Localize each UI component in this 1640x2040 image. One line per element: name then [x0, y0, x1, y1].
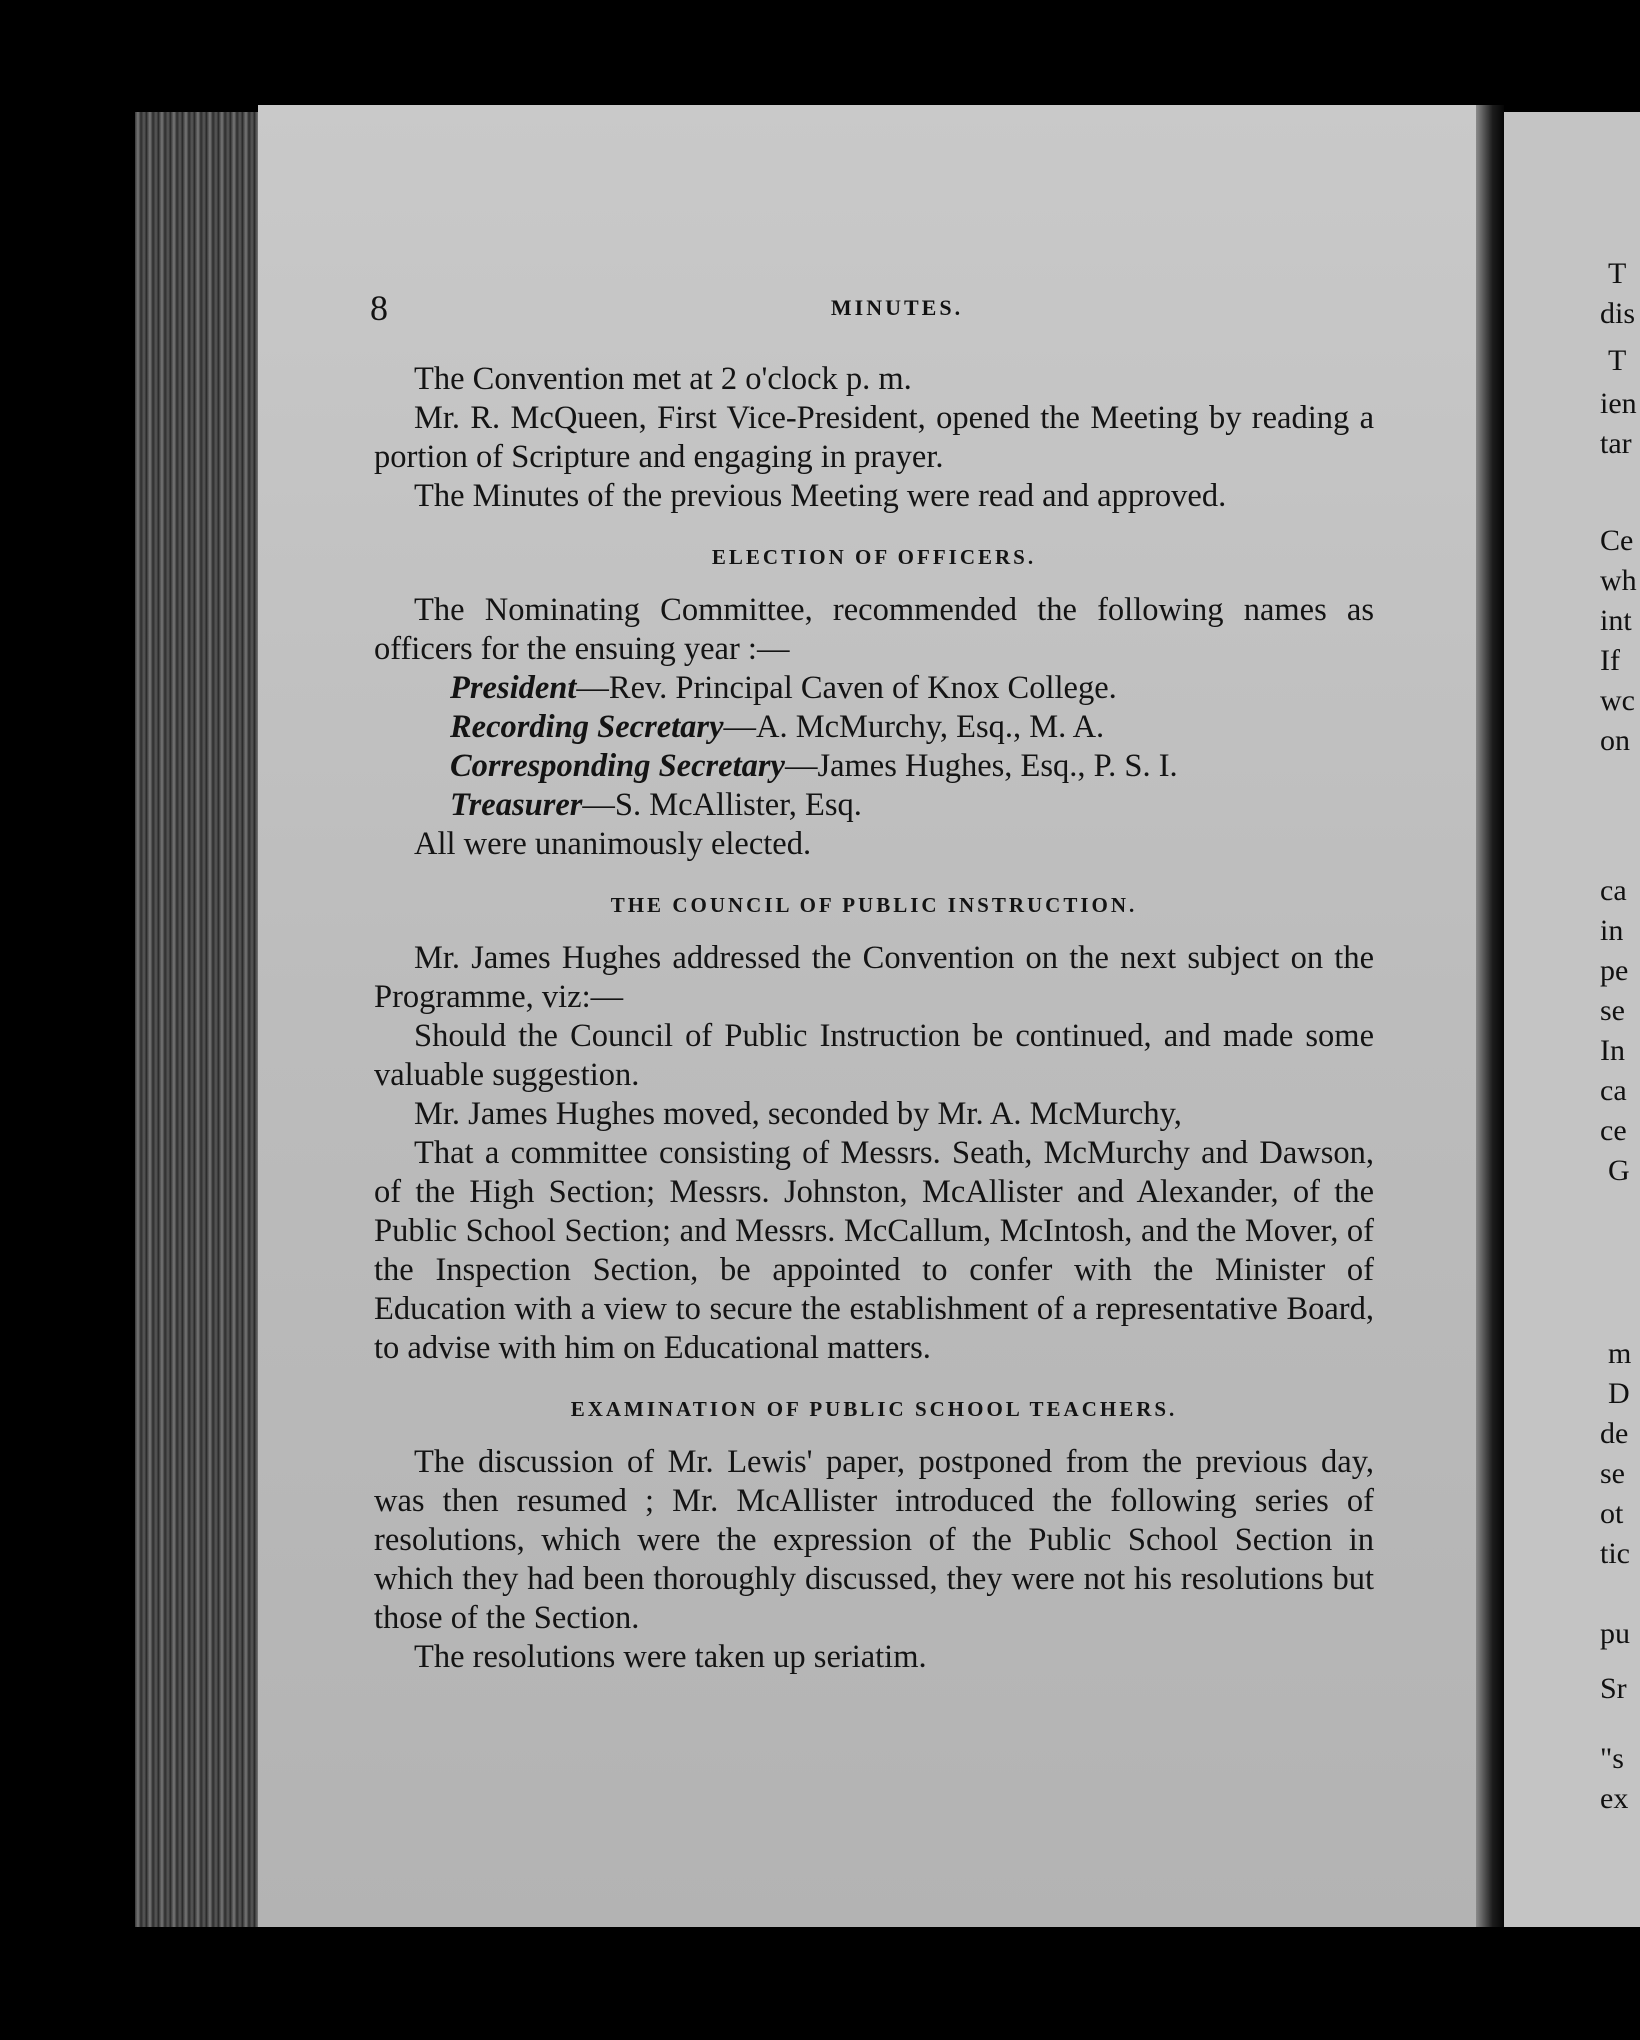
section-heading: EXAMINATION OF PUBLIC SCHOOL TEACHERS.	[570, 1397, 1178, 1421]
paragraph: The resolutions were taken up seriatim.	[414, 1639, 927, 1675]
facing-page-fragment: D	[1608, 1377, 1630, 1410]
facing-page-fragment: dis	[1600, 297, 1636, 330]
section-heading: ELECTION OF OFFICERS.	[711, 545, 1037, 569]
officer-name: —S. McAllister, Esq.	[582, 787, 862, 823]
facing-page-fragment: wh	[1600, 564, 1637, 597]
officer-role: Treasurer	[450, 787, 583, 823]
officer-role: President	[450, 670, 577, 706]
officer-line	[374, 786, 1374, 825]
facing-page	[1504, 112, 1640, 1927]
paragraph: That a committee consisting of Messrs. Seath, McMurchy and Dawson, of the High Section; Messrs. Johnston, McAllister and Alexander, of the Public School Section; and Messrs. McCallum, McIntosh, and the Mover, of the Inspection Section, be appointed to confer with the Minister of Education with a view to secure the establishment of a representative Board, to advise with him on Educational matters.	[374, 1135, 1374, 1366]
officer-role: Corresponding Secretary	[450, 748, 785, 784]
officer-name: —A. McMurchy, Esq., M. A.	[723, 709, 1105, 745]
facing-page-fragment: In	[1600, 1034, 1625, 1067]
facing-page-fragment: ca	[1600, 874, 1627, 907]
facing-page-fragment: tar	[1600, 427, 1632, 460]
paragraph: Mr. James Hughes moved, seconded by Mr. A. McMurchy,	[414, 1096, 1182, 1132]
facing-page-fragment: de	[1600, 1417, 1629, 1450]
page-body	[374, 360, 1374, 1677]
facing-page-fragment: ex	[1600, 1782, 1629, 1815]
facing-page-fragment: T	[1608, 344, 1627, 377]
running-head: MINUTES.	[830, 295, 964, 320]
facing-page-fragment: Sr	[1600, 1672, 1627, 1705]
paragraph: Mr. R. McQueen, First Vice-President, opened the Meeting by reading a portion of Scripture and engaging in prayer.	[374, 400, 1374, 475]
officer-name: —Rev. Principal Caven of Knox College.	[576, 670, 1117, 706]
facing-page-fragment: pu	[1600, 1617, 1630, 1650]
paragraph: The Minutes of the previous Meeting were read and approved.	[414, 478, 1227, 514]
officer-role: Recording Secretary	[450, 709, 724, 745]
facing-page-fragment: ce	[1600, 1114, 1627, 1147]
paragraph: The discussion of Mr. Lewis' paper, postponed from the previous day, was then resumed ; Mr. McAllister introduced the following series of resolutions, which were the expression of the Public School Section in which they had been thoroughly discussed, they were not his resolutions but those of the Section.	[374, 1444, 1374, 1636]
officer-name: —James Hughes, Esq., P. S. I.	[784, 748, 1178, 784]
facing-page-fragment: se	[1600, 994, 1625, 1027]
facing-page-fragment: tic	[1600, 1537, 1630, 1570]
officer-line	[374, 669, 1374, 708]
document-page	[258, 105, 1476, 1927]
facing-page-fragment: pe	[1600, 954, 1629, 987]
facing-page-fragment: T	[1608, 257, 1627, 290]
facing-page-fragment: Ce	[1600, 524, 1634, 557]
officer-line	[374, 747, 1374, 786]
facing-page-fragment: ca	[1600, 1074, 1627, 1107]
facing-page-fragment: G	[1608, 1154, 1630, 1187]
facing-page-fragment: wc	[1600, 684, 1635, 717]
book-gutter	[1476, 105, 1504, 1927]
facing-page-fragment: If	[1600, 644, 1620, 677]
paragraph: Should the Council of Public Instruction be continued, and made some valuable suggestion.	[374, 1018, 1374, 1093]
page-header	[258, 287, 1476, 327]
facing-page-fragment: ot	[1600, 1497, 1624, 1530]
facing-page-fragment: "s	[1600, 1742, 1624, 1775]
facing-page-fragment: int	[1600, 604, 1632, 637]
paragraph: The Nominating Committee, recommended the following names as officers for the ensuing year :—	[374, 592, 1374, 667]
facing-page-fragment: ien	[1600, 387, 1637, 420]
officer-line	[374, 708, 1374, 747]
facing-page-fragment: se	[1600, 1457, 1625, 1490]
book-page-edges	[135, 112, 260, 1927]
facing-page-fragment: in	[1600, 914, 1624, 947]
paragraph: The Convention met at 2 o'clock p. m.	[414, 361, 912, 397]
facing-page-fragment: m	[1608, 1337, 1632, 1370]
section-heading: THE COUNCIL OF PUBLIC INSTRUCTION.	[610, 893, 1138, 917]
paragraph: All were unanimously elected.	[414, 826, 812, 862]
page-number: 8	[370, 288, 388, 328]
facing-page-fragment: on	[1600, 724, 1630, 757]
paragraph: Mr. James Hughes addressed the Convention on the next subject on the Programme, viz:—	[374, 940, 1374, 1015]
